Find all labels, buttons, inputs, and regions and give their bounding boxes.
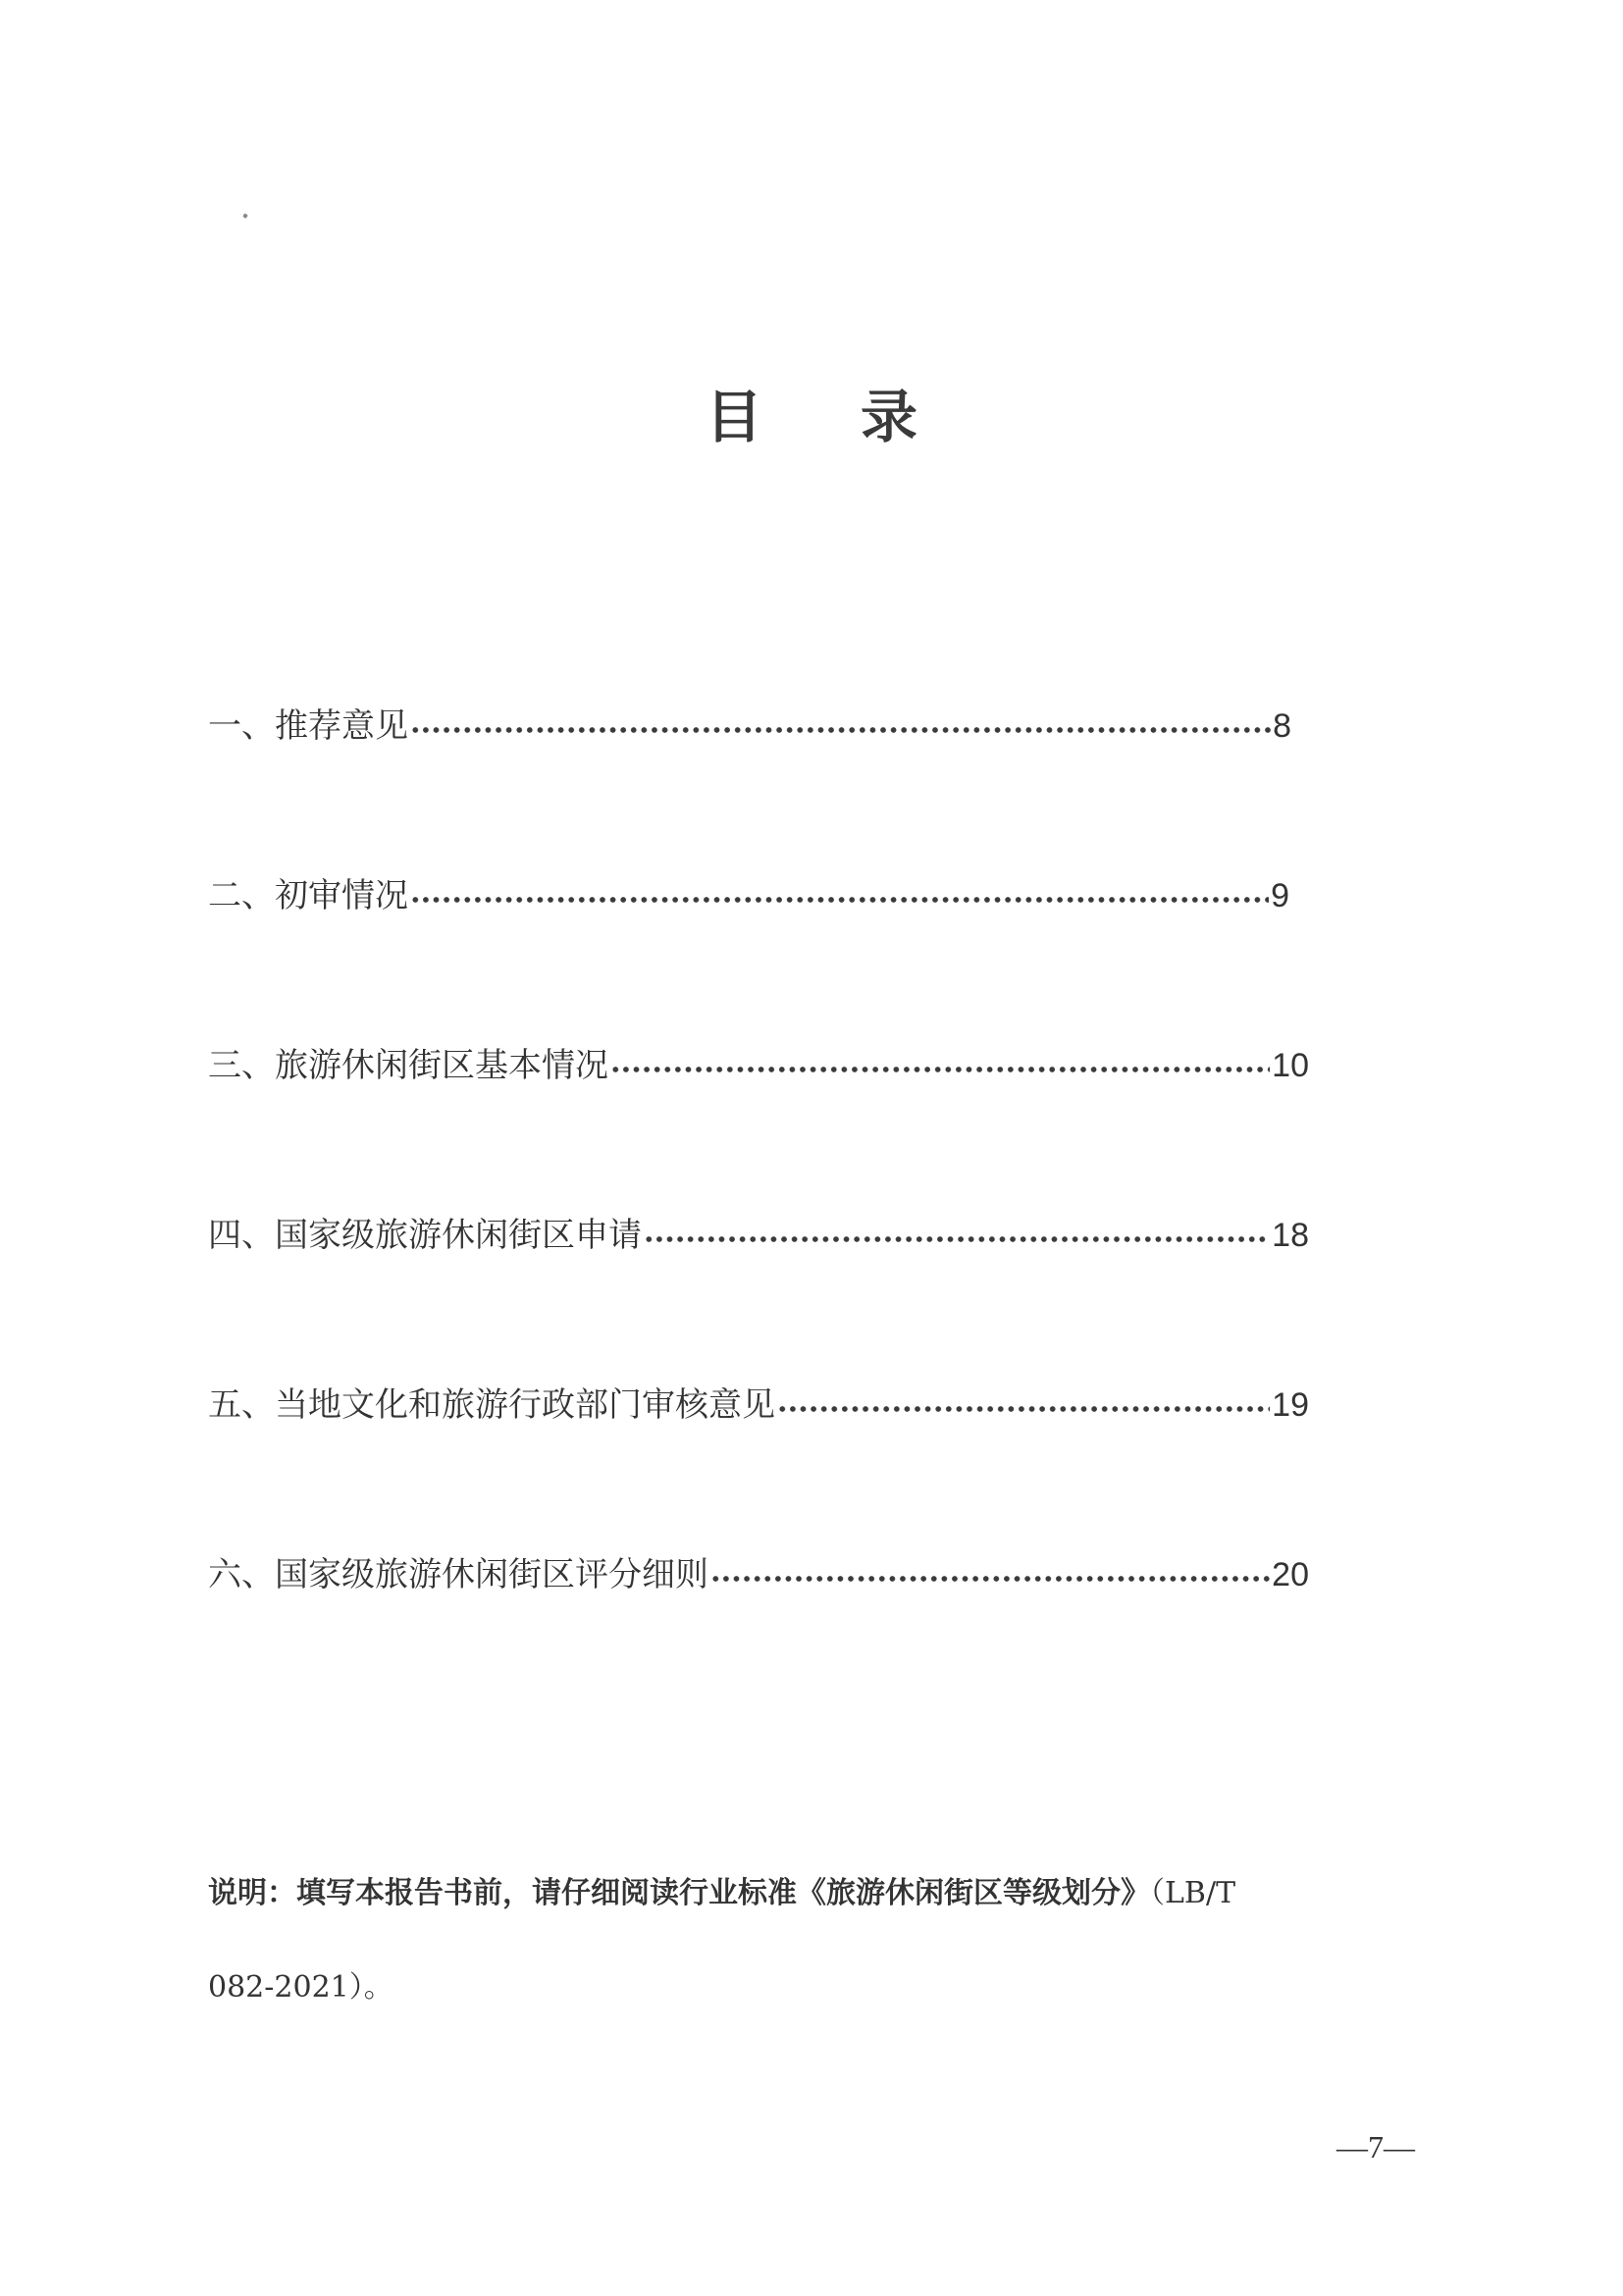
toc-entry-page: 10 bbox=[1272, 1047, 1309, 1084]
scan-speck bbox=[242, 213, 248, 219]
toc-entry-label: 二、初审情况 bbox=[208, 876, 408, 915]
title-char-1: 目 bbox=[705, 384, 762, 450]
toc-dot-leader bbox=[610, 1066, 1270, 1073]
toc-entry-label: 一、推荐意见 bbox=[208, 706, 408, 746]
toc-entry-label: 五、当地文化和旅游行政部门审核意见 bbox=[208, 1385, 775, 1425]
toc-dot-leader bbox=[410, 726, 1271, 734]
note-reference-end: 082-2021）。 bbox=[208, 1970, 393, 2005]
toc-entry-page: 20 bbox=[1272, 1556, 1309, 1593]
toc-dot-leader bbox=[410, 896, 1269, 904]
page-number: —7— bbox=[1336, 2129, 1415, 2165]
toc-entry-3[interactable] bbox=[208, 1038, 1309, 1087]
toc-entry-page: 18 bbox=[1272, 1217, 1309, 1254]
toc-entry-label: 六、国家级旅游休闲街区评分细则 bbox=[208, 1555, 708, 1594]
toc-entry-4[interactable] bbox=[208, 1208, 1309, 1257]
note-reference-start: （LB/T bbox=[1150, 1876, 1236, 1910]
explanation-note bbox=[208, 1847, 1425, 2035]
toc-dot-leader bbox=[777, 1405, 1270, 1413]
toc-entry-page: 8 bbox=[1273, 707, 1291, 745]
toc-dot-leader bbox=[710, 1575, 1270, 1583]
toc-entry-1[interactable] bbox=[208, 699, 1291, 748]
title-char-2: 录 bbox=[861, 384, 918, 450]
toc-entry-5[interactable] bbox=[208, 1378, 1309, 1427]
note-text: 说明：填写本报告书前，请仔细阅读行业标准《旅游休闲街区等级划分》 bbox=[208, 1876, 1150, 1910]
toc-entry-page: 19 bbox=[1272, 1386, 1309, 1424]
toc-entry-label: 四、国家级旅游休闲街区申请 bbox=[208, 1216, 642, 1255]
toc-entry-page: 9 bbox=[1271, 877, 1289, 914]
toc-dot-leader bbox=[644, 1235, 1270, 1243]
toc-entry-2[interactable] bbox=[208, 868, 1289, 917]
page-title bbox=[0, 371, 1623, 453]
toc-entry-label: 三、旅游休闲街区基本情况 bbox=[208, 1046, 608, 1085]
toc-entry-6[interactable] bbox=[208, 1547, 1309, 1596]
